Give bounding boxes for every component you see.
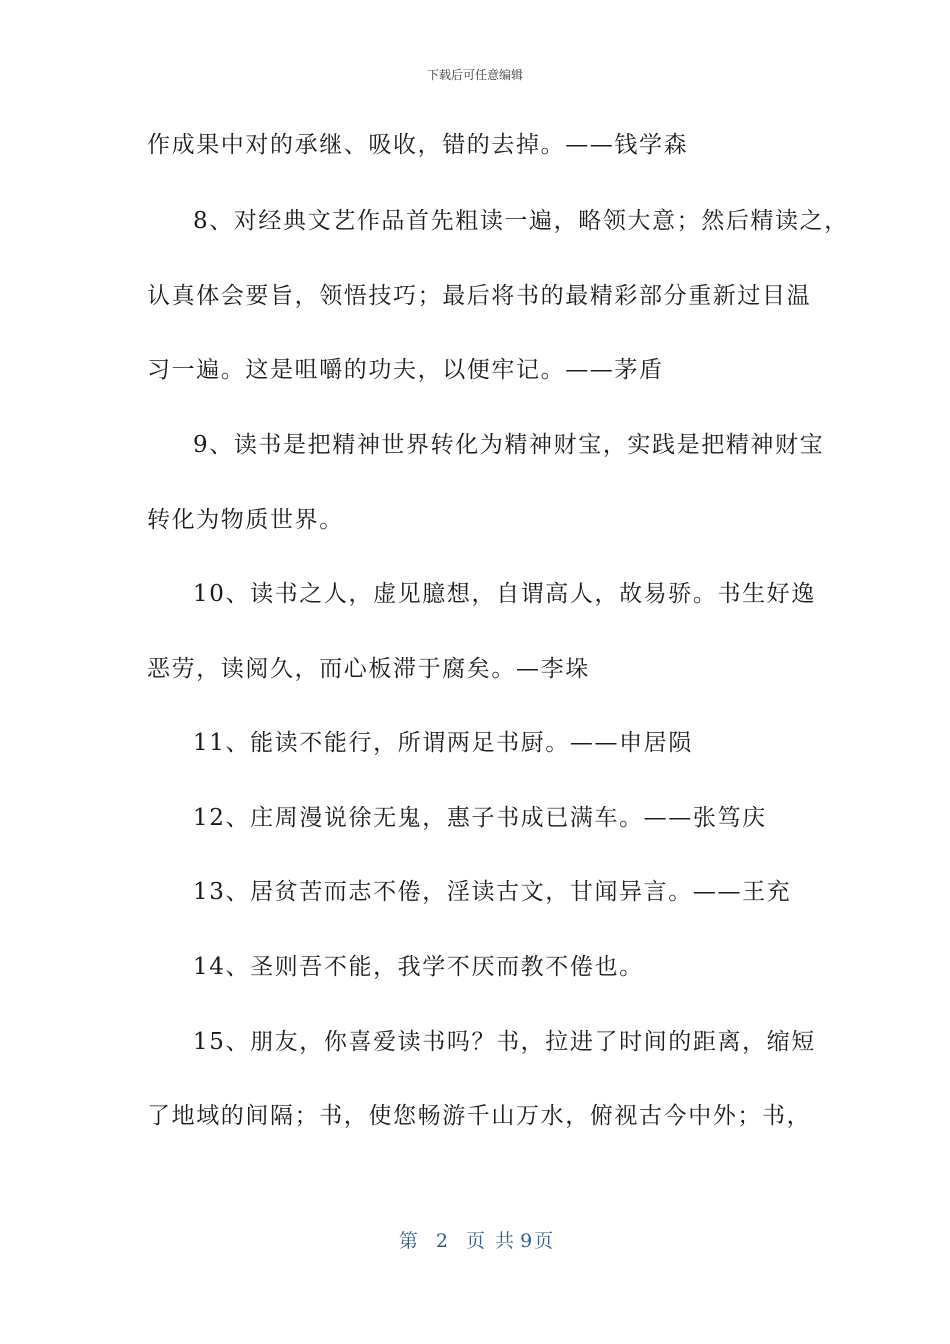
text-line: 习一遍。这是咀嚼的功夫，以便牢记。——茅盾 — [147, 357, 664, 383]
footer-prefix: 第 — [398, 1230, 420, 1252]
text-line: 14、圣则吾不能，我学不厌而教不倦也。 — [193, 954, 644, 980]
text-line: 9、读书是把精神世界转化为精神财宝，实践是把精神财宝 — [193, 432, 825, 458]
text-line: 13、居贫苦而志不倦，淫读古文，甘闻异言。——王充 — [193, 879, 792, 905]
footer-total-pages: 9 — [520, 1230, 535, 1252]
text-line: 转化为物质世界。 — [147, 507, 344, 533]
footer-page-number: 2 — [435, 1230, 450, 1252]
text-line: 11、能读不能行，所谓两足书厨。——申居陨 — [193, 730, 693, 756]
text-line: 8、对经典文艺作品首先粗读一遍，略领大意；然后精读之， — [193, 208, 849, 234]
text-line: 了地域的间隔；书，使您畅游千山万水，俯视古今中外；书， — [147, 1103, 812, 1129]
page-footer — [0, 1226, 950, 1253]
text-line: 10、读书之人，虚见臆想，自谓高人，故易骄。书生好逸 — [193, 581, 816, 607]
text-line: 15、朋友，你喜爱读书吗？书，拉进了时间的距离，缩短 — [193, 1029, 816, 1055]
text-line: 12、庄周漫说徐无鬼，惠子书成已满车。——张笃庆 — [193, 805, 767, 831]
page-header: 下载后可任意编辑 — [426, 68, 523, 82]
text-line: 认真体会要旨，领悟技巧；最后将书的最精彩部分重新过目温 — [147, 283, 812, 309]
text-line: 恶劳，读阅久，而心板滞于腐矣。—李垛 — [147, 656, 590, 682]
footer-suffix: 页 — [534, 1230, 556, 1252]
footer-middle: 页 共 — [466, 1230, 517, 1252]
text-line: 作成果中对的承继、吸收，错的去掉。——钱学森 — [147, 132, 689, 158]
